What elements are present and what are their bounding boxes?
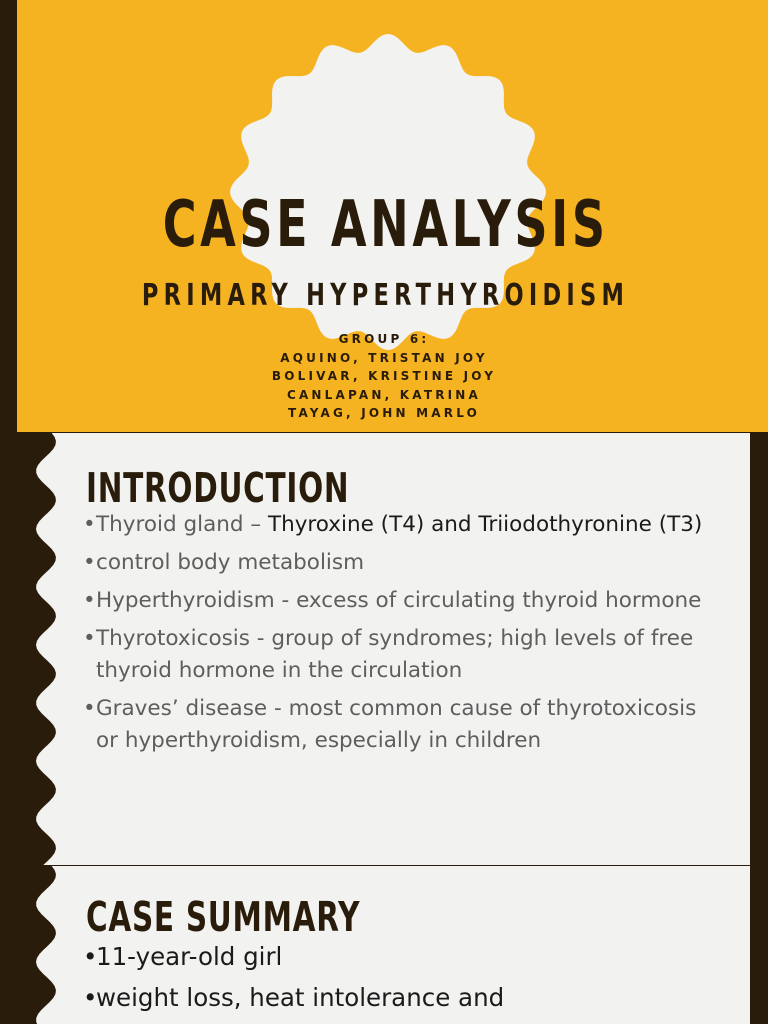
- bullet-dot: •: [83, 942, 98, 971]
- presentation-title: CASE ANALYSIS: [162, 188, 609, 262]
- bullet-item: [83, 981, 723, 1015]
- title-slide: [0, 0, 768, 432]
- bullet-item: [83, 509, 723, 541]
- bullet-dot: •: [83, 626, 96, 651]
- bullet-lead-text: Thyroid gland –: [96, 512, 268, 537]
- bullet-text: Thyrotoxicosis - group of syndromes; high levels of free thyroid hormone in the circulation: [96, 626, 694, 683]
- wavy-left-border: [0, 433, 60, 865]
- bullet-item: [83, 547, 723, 579]
- bullet-item: [83, 585, 723, 617]
- bullet-text: 11-year-old girl: [96, 942, 283, 971]
- bullet-item: [83, 693, 723, 757]
- group-member: BOLIVAR, KRISTINE JOY: [271, 369, 497, 383]
- presentation-subtitle: PRIMARY HYPERTHYROIDISM: [141, 278, 630, 313]
- bullet-emphasis-text: Thyroxine (T4) and Triiodothyronine (T3): [267, 512, 703, 537]
- group-members-block: [0, 330, 768, 423]
- bullet-list: [83, 509, 723, 763]
- bullet-text: weight loss, heat intolerance and: [96, 983, 505, 1012]
- bullet-dot: •: [83, 696, 96, 721]
- group-label: GROUP 6:: [338, 332, 430, 346]
- bullet-text: Graves’ disease - most common cause of thyrotoxicosis or hyperthyroidism, especially in children: [96, 696, 697, 753]
- bullet-dot: •: [83, 983, 98, 1012]
- bullet-dot: •: [83, 588, 96, 613]
- bullet-list: [83, 940, 723, 1022]
- group-member: AQUINO, TRISTAN JOY: [280, 350, 488, 365]
- slide-heading: INTRODUCTION: [86, 464, 350, 512]
- group-member: TAYAG, JOHN MARLO: [287, 406, 481, 420]
- group-member: CANLAPAN, KATRINA: [286, 387, 482, 402]
- bullet-item: [83, 940, 723, 974]
- bullet-text: control body metabolism: [96, 550, 365, 575]
- bullet-dot: •: [83, 550, 96, 575]
- bullet-text: Hyperthyroidism - excess of circulating thyroid hormone: [96, 588, 702, 613]
- slide-heading: CASE SUMMARY: [86, 893, 361, 941]
- bullet-item: [83, 623, 723, 687]
- introduction-slide: [0, 433, 768, 865]
- case-summary-slide: [0, 866, 768, 1024]
- bullet-dot: •: [83, 512, 96, 537]
- wavy-left-border: [0, 866, 60, 1024]
